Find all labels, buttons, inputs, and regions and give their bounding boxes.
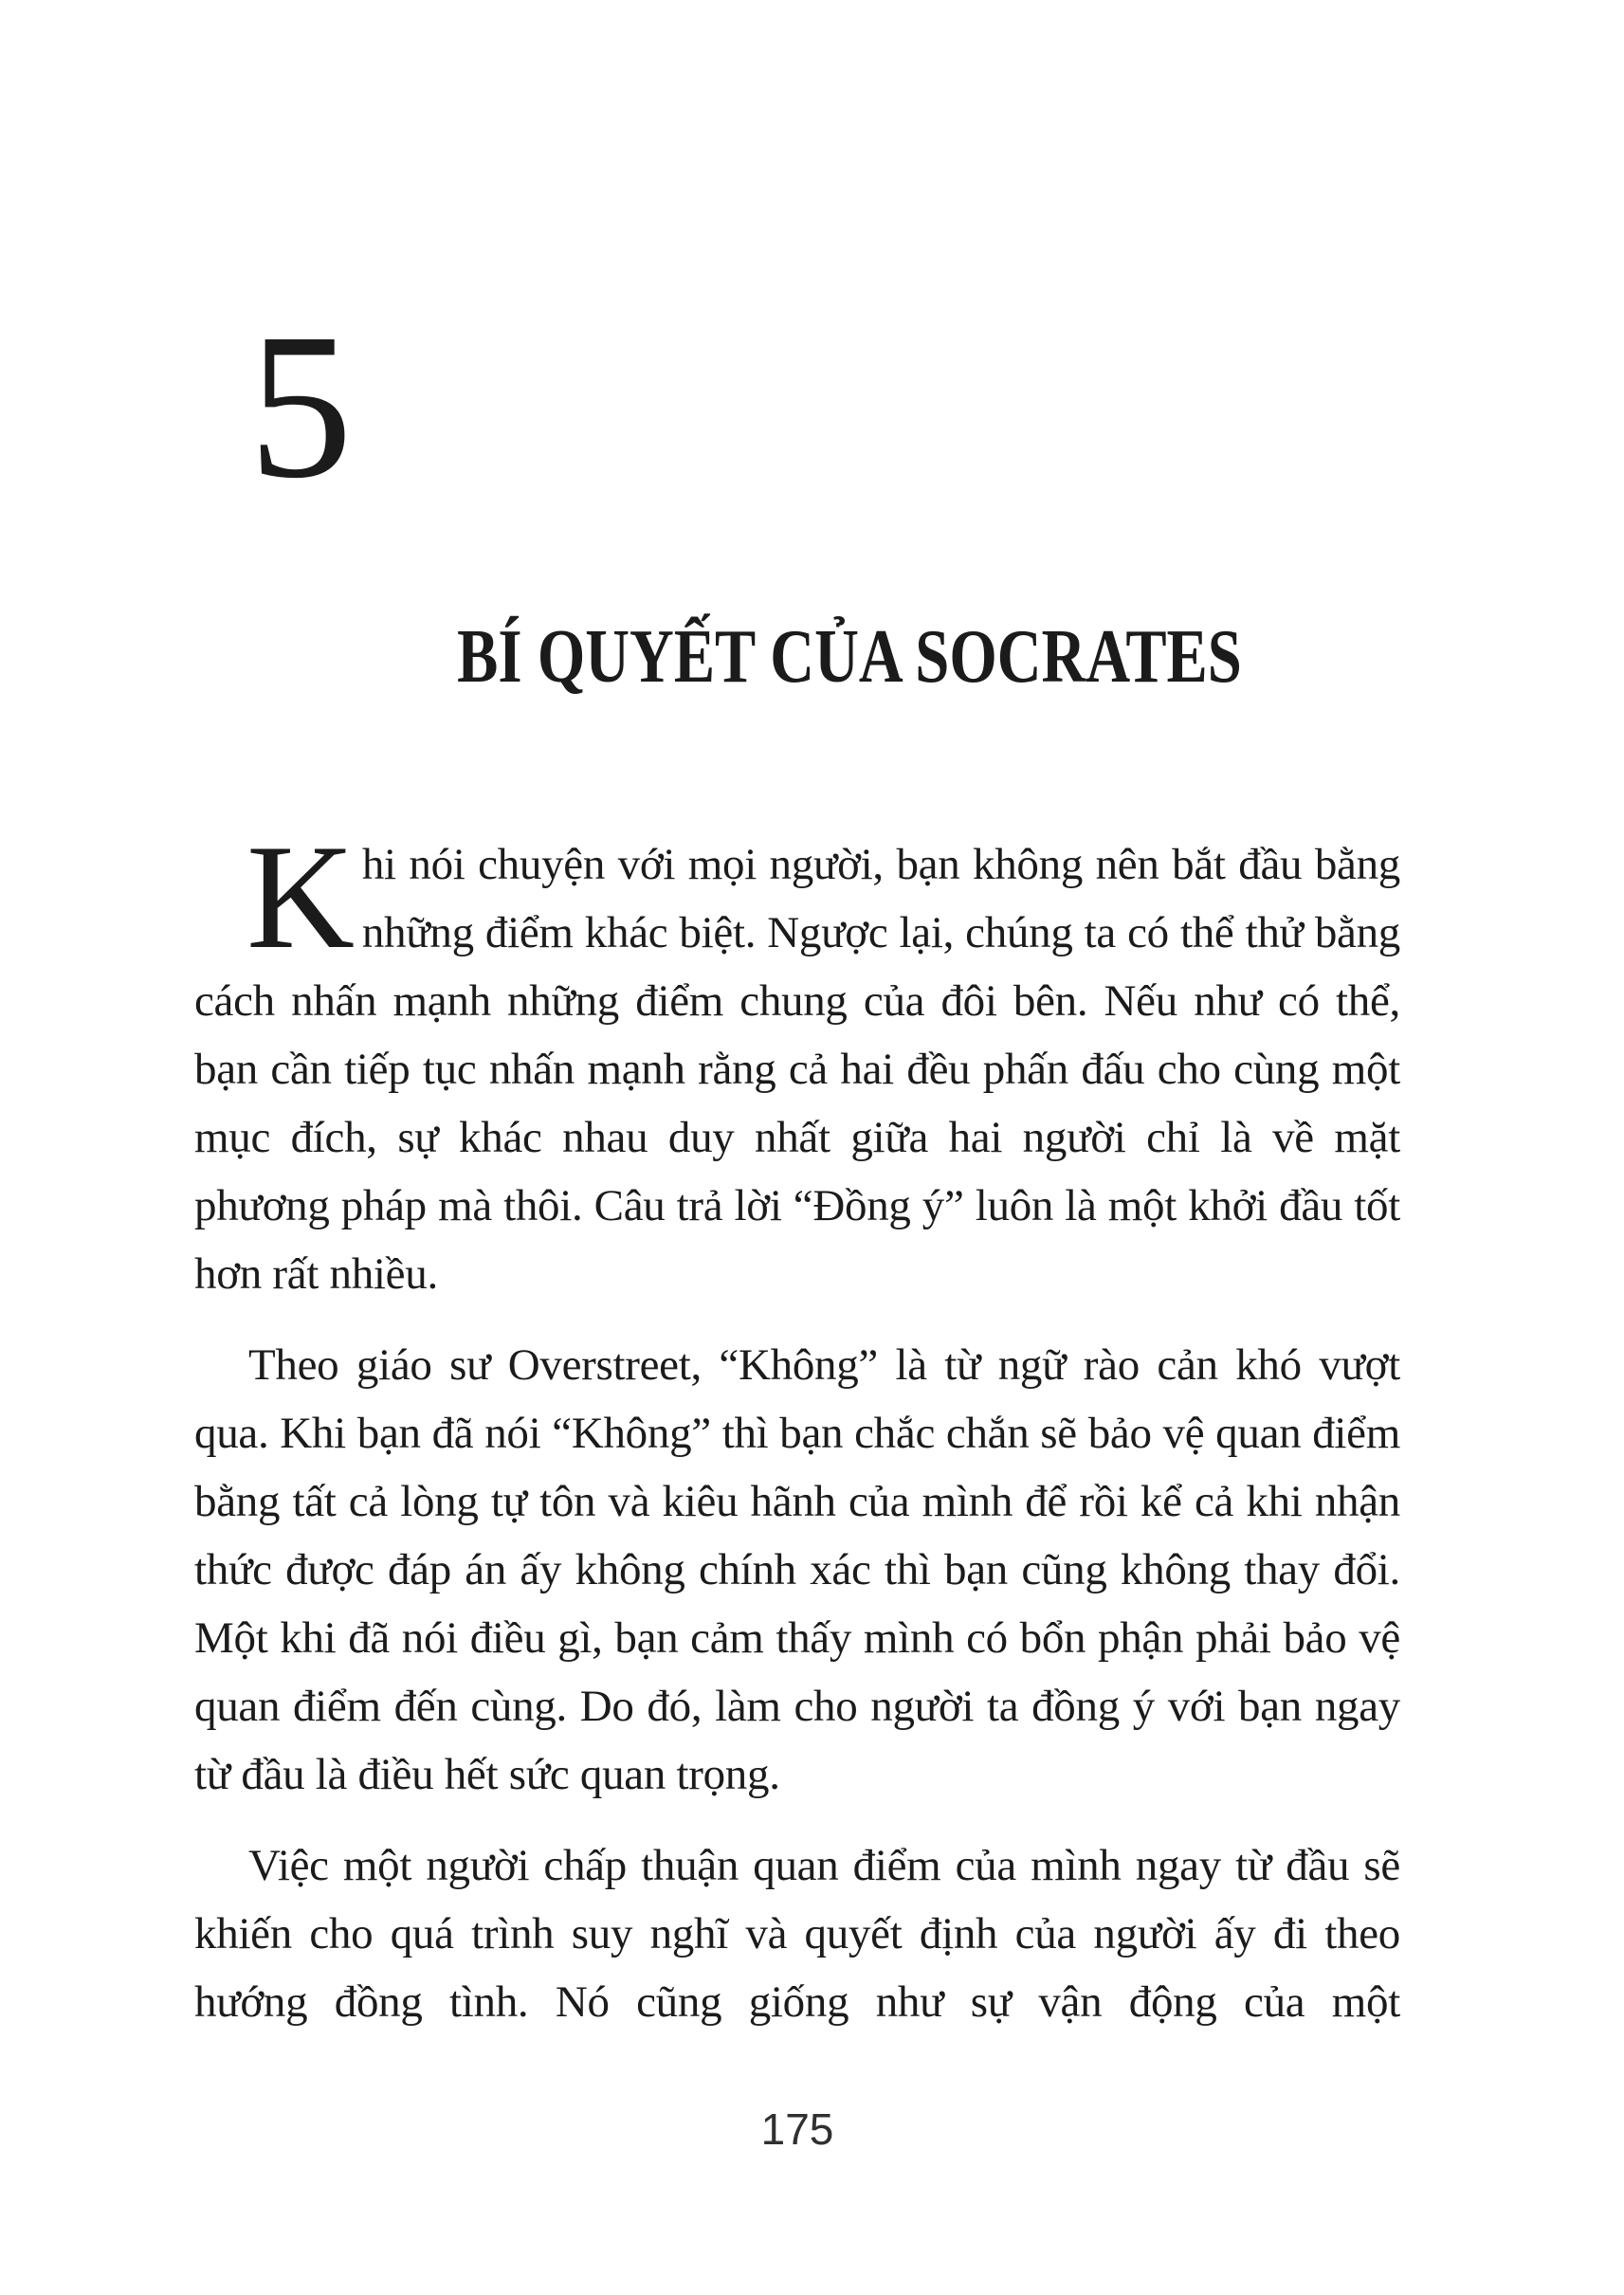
chapter-title: BÍ QUYẾT CỦA SOCRATES <box>457 613 1242 699</box>
drop-cap: K <box>246 814 355 980</box>
paragraph-3: Việc một người chấp thuận quan điểm của mình ngay từ đầu sẽ khiến cho quá trình suy nghĩ và quyết định của người ấy đi theo hướng đồng tình. Nó cũng giống như sự vận động của một <box>194 1841 1400 2027</box>
paragraph-1 <box>194 814 1400 1308</box>
page-number: 175 <box>760 2104 834 2154</box>
body-text <box>194 814 1400 2059</box>
chapter-number: 5 <box>248 290 353 521</box>
paragraph-2: Theo giáo sư Overstreet, “Không” là từ ngữ rào cản khó vượt qua. Khi bạn đã nói “Không” thì bạn chắc chắn sẽ bảo vệ quan điểm bằng tất cả lòng tự tôn và kiêu hãnh của mình để rồi kể cả khi nhận thức được đáp án ấy không chính xác thì bạn cũng không thay đổi. Một khi đã nói điều gì, bạn cảm thấy mình có bổn phận phải bảo vệ quan điểm đến cùng. Do đó, làm cho người ta đồng ý với bạn ngay từ đầu là điều hết sức quan trọng. <box>194 1340 1400 1799</box>
paragraph-1-text: hi nói chuyện với mọi người, bạn không nên bắt đầu bằng những điểm khác biệt. Ngược lại, chúng ta có thể thử bằng cách nhấn mạnh những điểm chung của đôi bên. Nếu như có thể, bạn cần tiếp tục nhấn mạnh rằng cả hai đều phấn đấu cho cùng một mục đích, sự khác nhau duy nhất giữa hai người chỉ là về mặt phương pháp mà thôi. Câu trả lời “Đồng ý” luôn là một khởi đầu tốt hơn rất nhiều. <box>194 840 1400 1299</box>
